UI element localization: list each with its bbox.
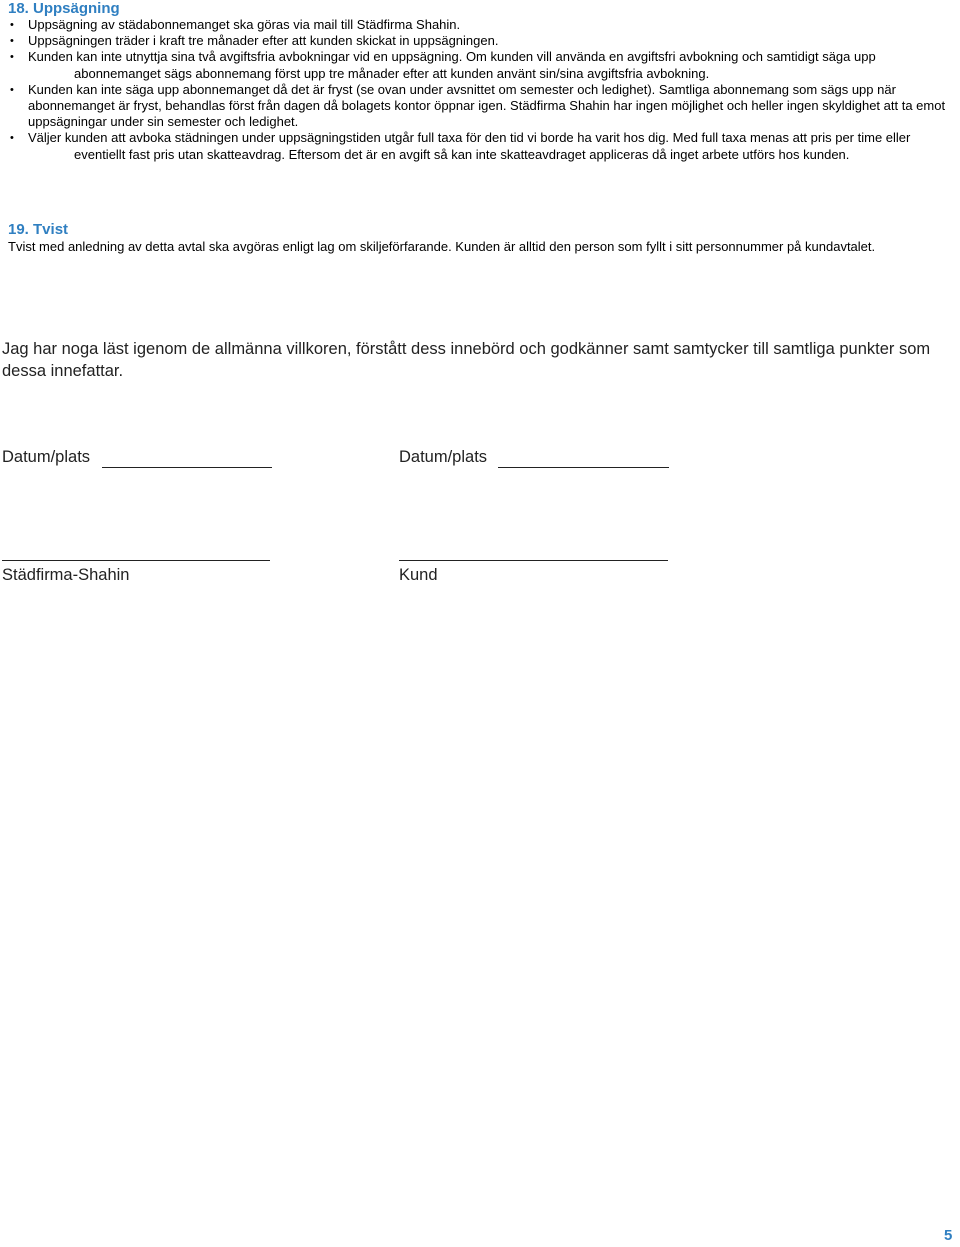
date-place-line-right[interactable] [498, 467, 669, 468]
section-heading-uppsagning: 18. Uppsägning [8, 0, 120, 17]
bullet-icon: • [10, 83, 14, 96]
list-item-text: Kunden kan inte säga upp abonnemanget då det är fryst (se ovan under avsnittet om semester och ledighet). Samtliga abonnemang som sägs upp när abonnemanget är fryst, behandlas först från dagen då bolagets kontor öppnar igen. Städfirma Shahin har ingen möjlighet och heller ingen skyldighet att ta emot uppsägningar under sin semester och ledighet. [28, 81, 946, 130]
tvist-body: Tvist med anledning av detta avtal ska avgöras enligt lag om skiljeförfarande. Kunden är alltid den person som fyllt i sitt personnummer på kundavtalet. [8, 239, 876, 254]
bullet-icon: • [10, 132, 14, 145]
signature-line-right[interactable] [399, 560, 668, 561]
section-heading-tvist: 19. Tvist [8, 221, 69, 238]
signature-label-left: Städfirma-Shahin [2, 566, 130, 584]
list-item [10, 17, 950, 33]
date-place-label-right: Datum/plats [399, 448, 488, 466]
list-item-text: Väljer kunden att avboka städningen under uppsägningstiden utgår full taxa för den tid vi borde ha varit hos dig. Med full taxa menas att pris per time eller eventiellt fast pris utan skatteavdrag. Eftersom det är en avgift så kan inte skatteavdraget appliceras då inget arbete utförs hos kunden. [28, 130, 911, 162]
page-number: 5 [944, 1227, 953, 1244]
list-item [10, 130, 950, 162]
list-item [10, 33, 950, 49]
bullet-icon: • [10, 51, 14, 64]
agreement-statement: Jag har noga läst igenom de allmänna villkoren, förstått dess innebörd och godkänner samt samtycker till samtliga punkter som dessa innefattar. [2, 340, 931, 380]
list-item-text: Uppsägningen träder i kraft tre månader efter att kunden skickat in uppsägningen. [28, 33, 499, 49]
list-item [10, 82, 950, 131]
date-place-label-left: Datum/plats [2, 448, 91, 466]
list-item-text: Kunden kan inte utnyttja sina två avgiftsfria avbokningar vid en uppsägning. Om kunden vill använda en avgiftsfri avbokning och samtidigt säga upp abonnemanget sägs abonnemang först upp tre månader efter att kunden använt sin/sina avgiftsfria avbokning. [28, 49, 876, 81]
date-place-line-left[interactable] [102, 467, 272, 468]
uppsagning-list [10, 17, 950, 163]
signature-line-left[interactable] [2, 560, 270, 561]
list-item [10, 49, 950, 81]
list-item-text: Uppsägning av städabonnemanget ska göras via mail till Städfirma Shahin. [28, 17, 461, 32]
bullet-icon: • [10, 35, 14, 48]
signature-label-right: Kund [399, 566, 438, 584]
bullet-icon: • [10, 19, 14, 31]
